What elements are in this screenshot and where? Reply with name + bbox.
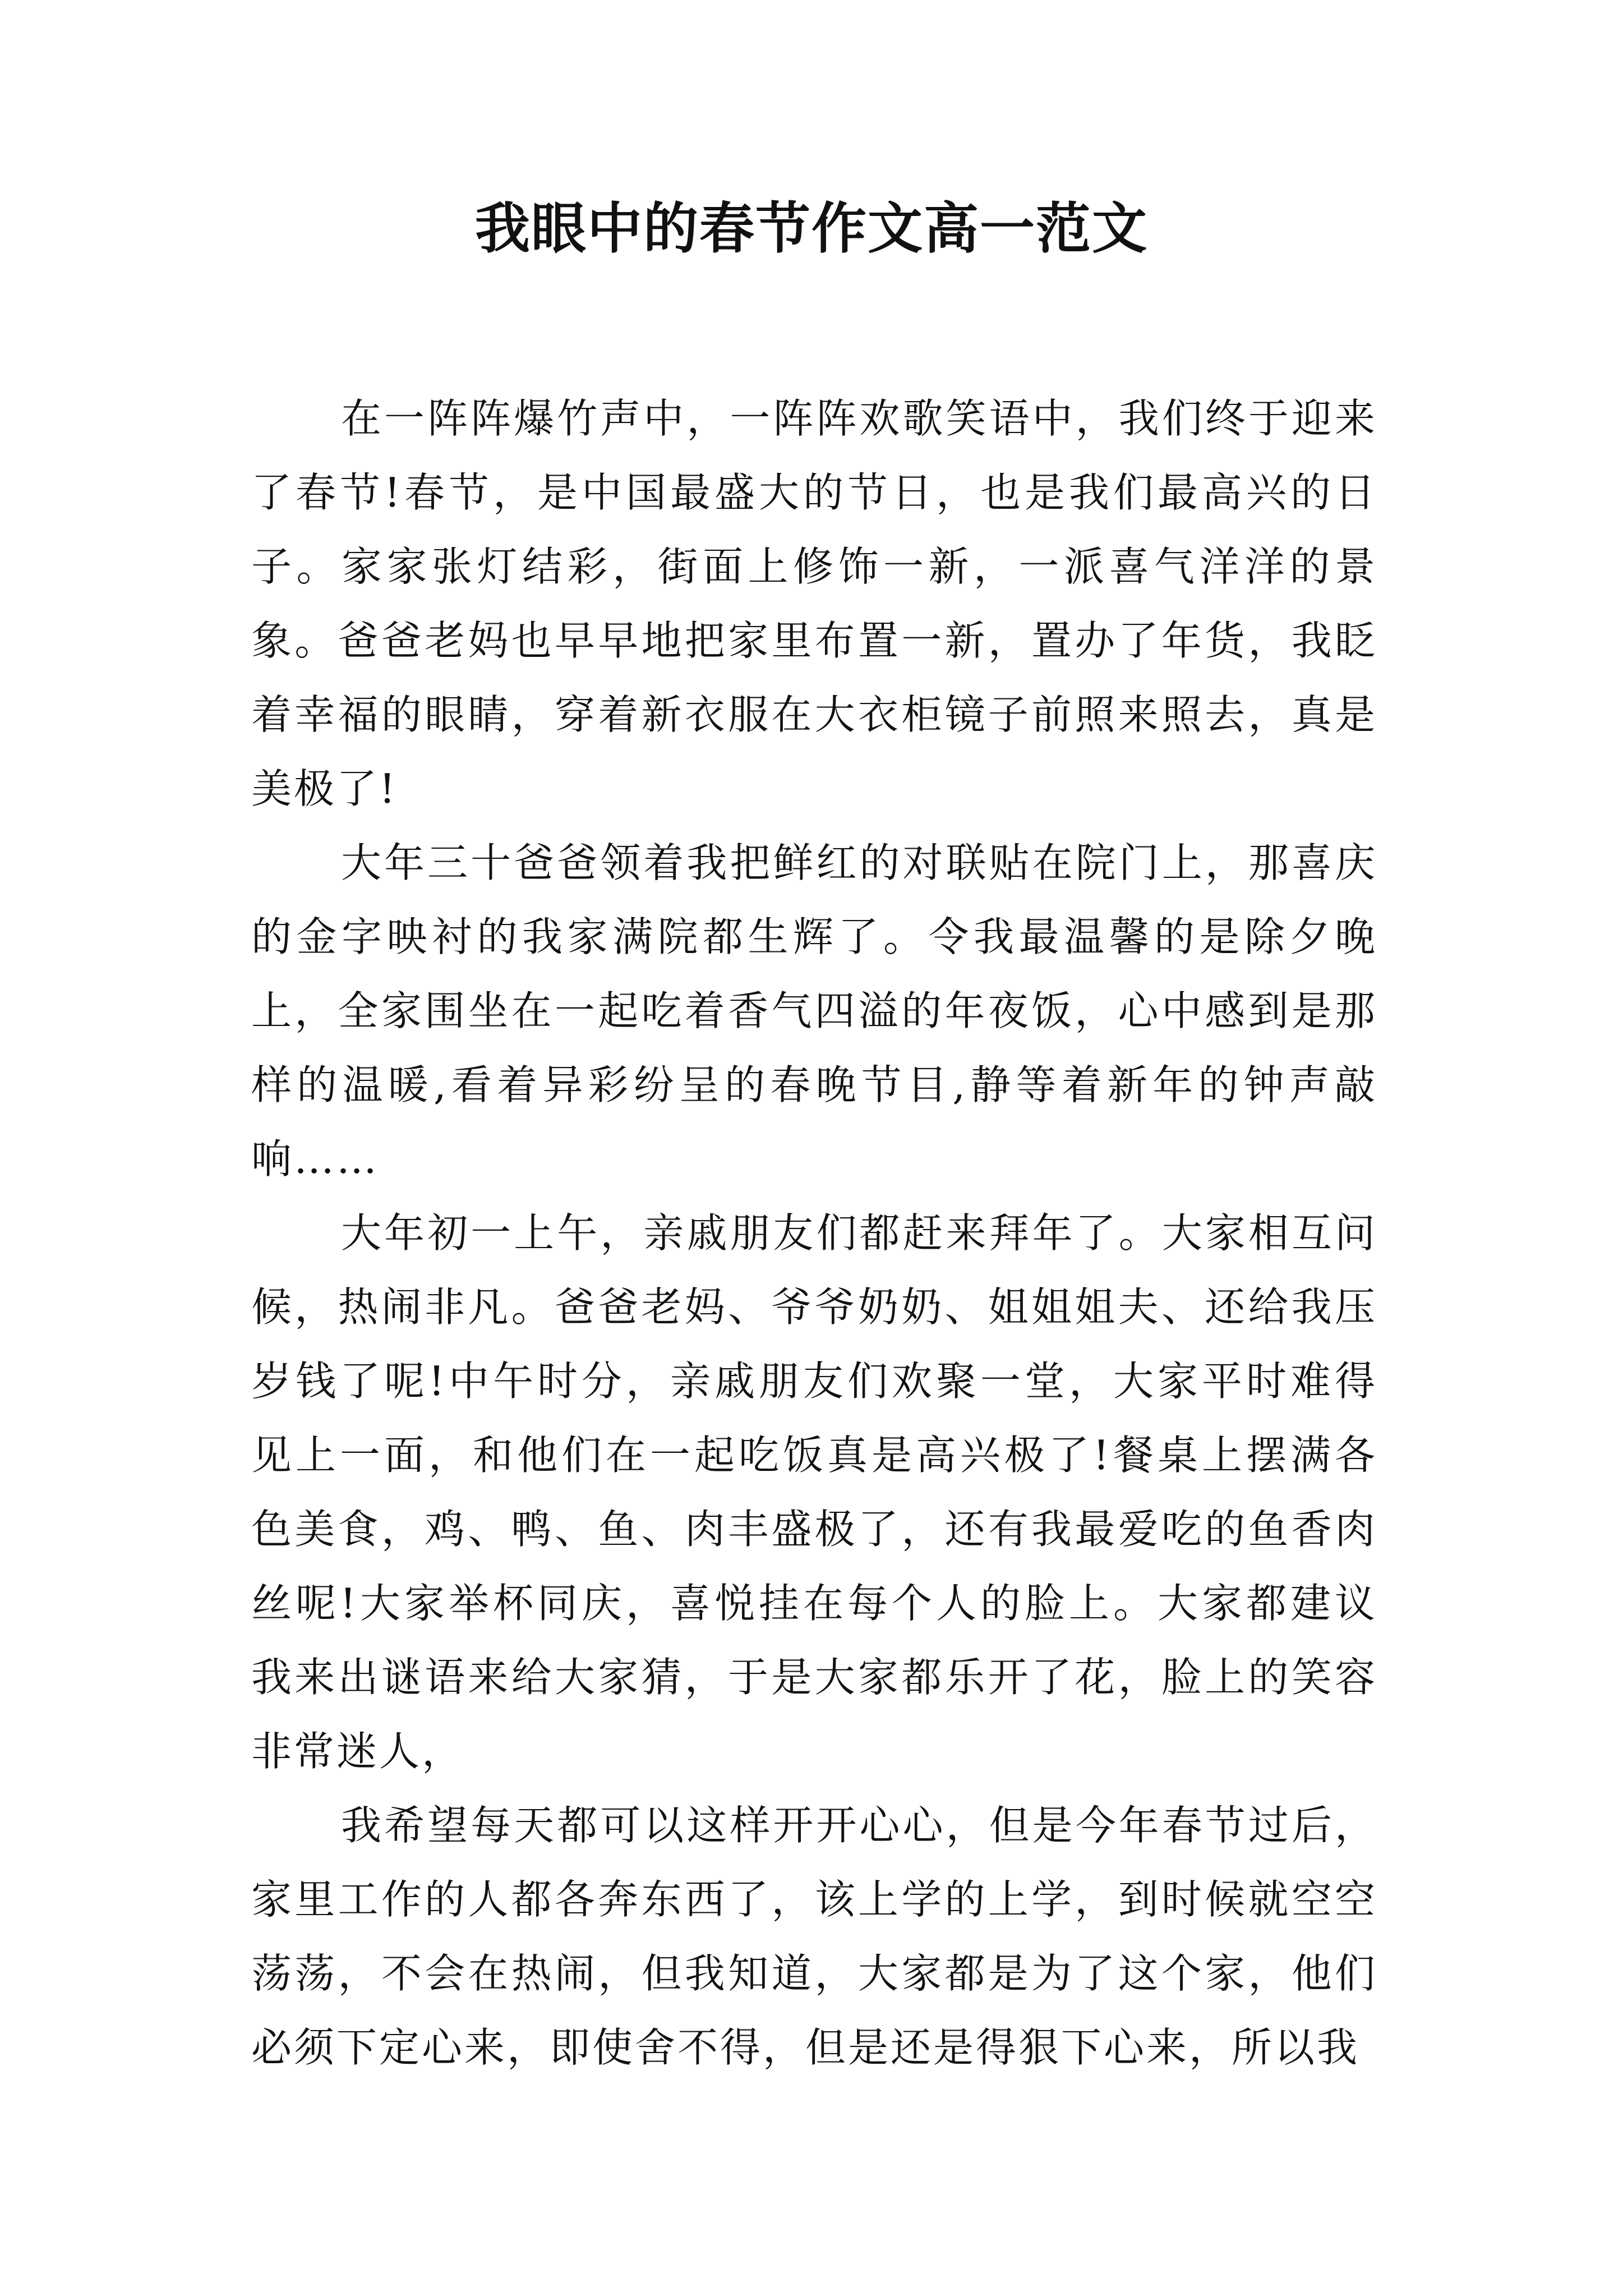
paragraph-4: 我希望每天都可以这样开开心心，但是今年春节过后，家里工作的人都各奔东西了，该上学的上学，到时候就空空荡荡，不会在热闹，但我知道，大家都是为了这个家，他们必须下定心来，即使舍不得，但是还是得狠下心来，所以我 — [251, 1802, 1377, 2071]
paragraph-3: 大年初一上午，亲戚朋友们都赶来拜年了。大家相互问候，热闹非凡。爸爸老妈、爷爷奶奶、姐姐姐夫、还给我压岁钱了呢!中午时分，亲戚朋友们欢聚一堂，大家平时难得见上一面，和他们在一起吃饭真是高兴极了!餐桌上摆满各色美食，鸡、鸭、鱼、肉丰盛极了，还有我最爱吃的鱼香肉丝呢!大家举杯同庆，喜悦挂在每个人的脸上。大家都建议我来出谜语来给大家猜，于是大家都乐开了花，脸上的笑容非常迷人， — [251, 1209, 1377, 1775]
paragraph-2: 大年三十爸爸领着我把鲜红的对联贴在院门上，那喜庆的金字映衬的我家满院都生辉了。令我最温馨的是除夕晚上，全家围坐在一起吃着香气四溢的年夜饭，心中感到是那样的温暖,看着异彩纷呈的春晚节目,静等着新年的钟声敲响…… — [251, 839, 1377, 1182]
document-body — [251, 381, 1377, 2085]
document-title: 我眼中的春节作文高一范文 — [474, 196, 1148, 261]
paragraph-1: 在一阵阵爆竹声中，一阵阵欢歌笑语中，我们终于迎来了春节!春节，是中国最盛大的节日，也是我们最高兴的日子。家家张灯结彩，街面上修饰一新，一派喜气洋洋的景象。爸爸老妈也早早地把家里布置一新，置办了年货，我眨着幸福的眼睛，穿着新衣服在大衣柜镜子前照来照去，真是美极了! — [251, 395, 1377, 812]
